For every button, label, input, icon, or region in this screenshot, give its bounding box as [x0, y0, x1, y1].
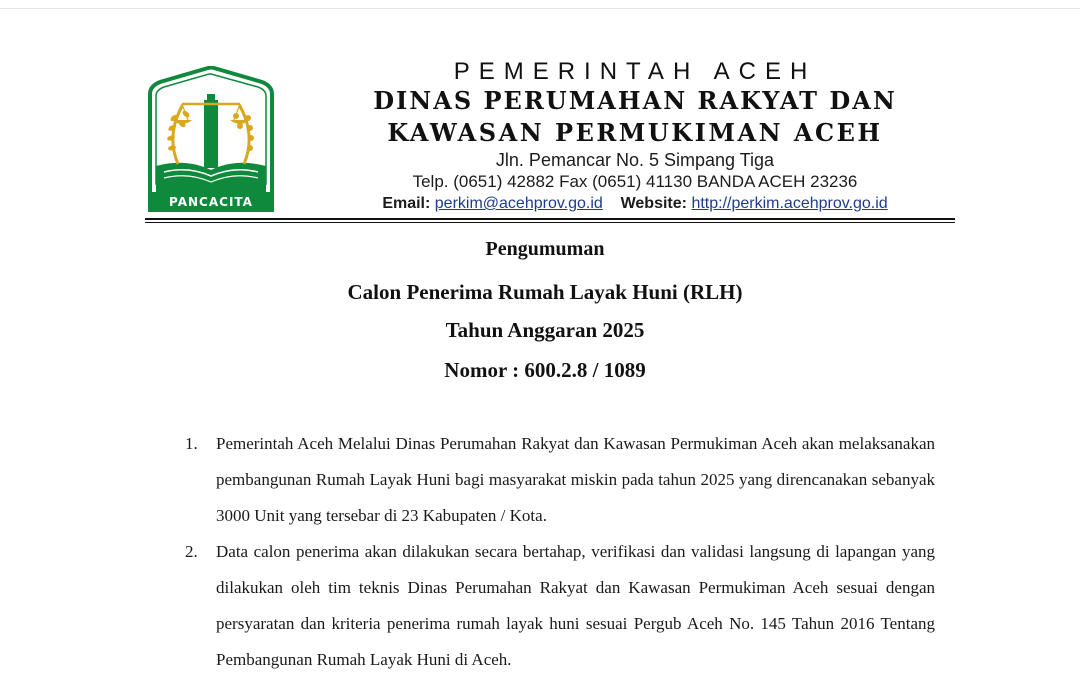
office-address: Jln. Pemancar No. 5 Simpang Tiga: [495, 150, 775, 170]
list-item-text: Data calon penerima akan dilakukan secara bertahap, verifikasi dan validasi langsung di lapangan yang dilakukan oleh tim teknis Dinas Perumahan Rakyat dan Kawasan Permukiman Aceh sesuai dengan persyaratan dan kriteria penerima rumah layak huni sesuai Pergub Aceh No. 145 Tahun 2016 Tentang Pembangunan Rumah Layak Huni di Aceh.: [216, 542, 935, 669]
website-link[interactable]: http://perkim.acehprov.go.id: [691, 195, 888, 212]
phone-fax-line: Telp. (0651) 42882 Fax (0651) 41130 BANDA ACEH 23236: [412, 172, 858, 191]
letterhead-rule-thin: [145, 222, 955, 223]
announcement-title: Pengumuman: [485, 238, 605, 260]
agency-name-line2: KAWASAN PERMUKIMAN ACEH: [387, 118, 883, 147]
top-border: [0, 8, 1080, 9]
contact-line: [330, 195, 940, 213]
list-item: [185, 426, 935, 534]
document-number: Nomor : 600.2.8 / 1089: [444, 358, 646, 382]
agency-name-line1: DINAS PERUMAHAN RAKYAT DAN: [373, 86, 897, 115]
announcement-items: [185, 426, 935, 678]
website-label: Website:: [620, 195, 687, 212]
government-name: PEMERINTAH ACEH: [453, 58, 817, 85]
email-link[interactable]: perkim@acehprov.go.id: [434, 195, 603, 212]
list-item-text: Pemerintah Aceh Melalui Dinas Perumahan Rakyat dan Kawasan Permukiman Aceh akan melaksanakan pembangunan Rumah Layak Huni bagi masyarakat miskin pada tahun 2025 yang direncanakan sebanyak 3000 Unit yang tersebar di 23 Kabupaten / Kota.: [216, 434, 935, 525]
list-item: [185, 534, 935, 678]
list-item-number: 2.: [185, 542, 198, 561]
list-item-number: 1.: [185, 434, 198, 453]
aceh-emblem-logo: [146, 66, 276, 214]
email-label: Email:: [382, 195, 431, 212]
letterhead-rule-thick: [145, 218, 955, 220]
budget-year: Tahun Anggaran 2025: [445, 318, 645, 342]
announcement-subtitle: Calon Penerima Rumah Layak Huni (RLH): [347, 280, 743, 304]
logo-banner-text: PANCACITA: [169, 195, 253, 209]
